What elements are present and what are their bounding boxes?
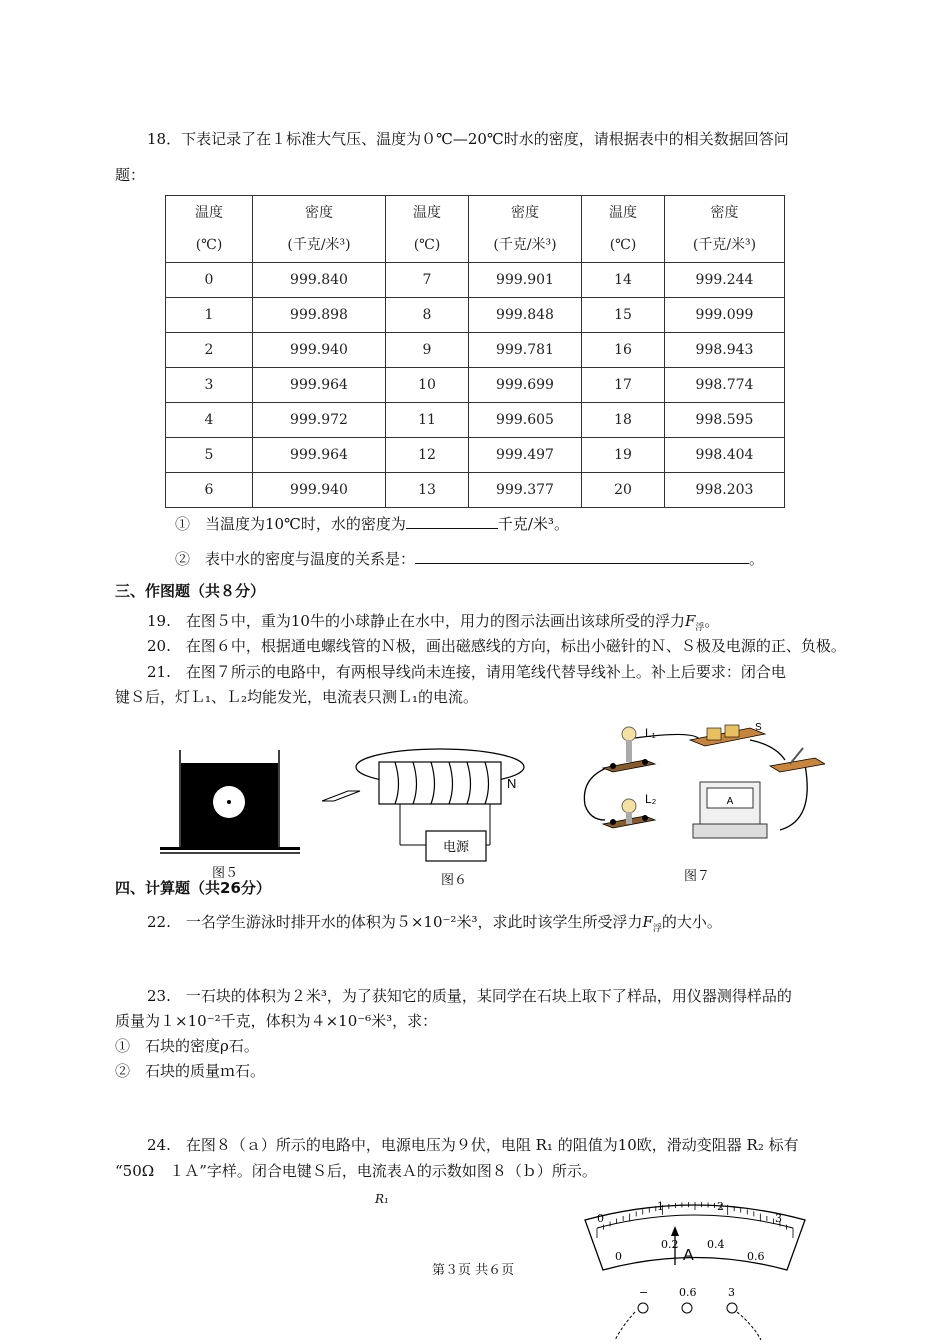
header-cell: 温度 (℃) <box>166 196 253 263</box>
table-cell: 15 <box>582 298 665 333</box>
table-cell: 1 <box>166 298 253 333</box>
answer-blank-1[interactable] <box>406 512 498 529</box>
table-cell: 999.605 <box>469 403 582 438</box>
scale-top-label: 1 <box>657 1200 664 1213</box>
header-cell: 温度 (℃) <box>386 196 469 263</box>
table-cell: 999.964 <box>253 368 386 403</box>
terminal-label: 3 <box>728 1286 735 1299</box>
table-cell: 998.203 <box>665 473 785 508</box>
table-cell: 20 <box>582 473 665 508</box>
table-row <box>166 298 785 333</box>
scale-bottom-label: 0.2 <box>661 1238 679 1251</box>
q18-text-line1: 18．下表记录了在１标准大气压、温度为０℃—20℃时水的密度，请根据表中的相关数据回答问 <box>147 130 789 148</box>
table-cell: 10 <box>386 368 469 403</box>
q19-text: 19. 在图５中，重为10牛的小球静止在水中，用力的图示法画出该球所受的浮力$F_浮$。 <box>147 612 720 633</box>
table-row <box>166 438 785 473</box>
table-cell: 4 <box>166 403 253 438</box>
table-cell: 998.404 <box>665 438 785 473</box>
table-cell: 9 <box>386 333 469 368</box>
q22-text: 22. 一名学生游泳时排开水的体积为５×10⁻²米³，求此时该学生所受浮力$F_浮$的大小。 <box>147 913 722 934</box>
table-cell: 3 <box>166 368 253 403</box>
section-3-title: 三、作图题（共８分） <box>115 582 266 600</box>
figure-6-caption: 图６ <box>441 873 468 888</box>
table-cell: 14 <box>582 263 665 298</box>
svg-text:L₂: L₂ <box>645 792 657 806</box>
table-cell: 8 <box>386 298 469 333</box>
scale-top-label: 2 <box>717 1200 724 1213</box>
q24-text-line1: 24. 在图８（ａ）所示的电路中，电源电压为９伏，电阻 R₁ 的阻值为10欧，滑动变阻器 R₂ 标有 <box>147 1136 799 1154</box>
table-cell: 999.099 <box>665 298 785 333</box>
q23-text-line1: 23. 一石块的体积为２米³，为了获知它的质量，某同学在石块上取下了样品，用仪器测得样品的 <box>147 987 792 1005</box>
q23-sub1: ① 石块的密度ρ石。 <box>115 1037 259 1055</box>
table-cell: 999.972 <box>253 403 386 438</box>
density-table <box>165 195 785 508</box>
table-cell: 999.244 <box>665 263 785 298</box>
terminal-label: − <box>639 1286 649 1299</box>
table-row <box>166 333 785 368</box>
section-4-title: 四、计算题（共26分） <box>115 879 271 897</box>
table-cell: 999.377 <box>469 473 582 508</box>
header-cell: 密度 (千克/米³) <box>253 196 386 263</box>
compass-needle <box>322 791 360 801</box>
q24-text-line2: “50Ω １Ａ”字样。闭合电键Ｓ后，电流表Ａ的示数如图８（ｂ）所示。 <box>115 1162 597 1180</box>
table-cell: 19 <box>582 438 665 473</box>
figure-5-caption: 图５ <box>212 866 239 881</box>
table-row <box>166 263 785 298</box>
table-cell: 12 <box>386 438 469 473</box>
figure-8b-ammeter-dial <box>575 1190 815 1344</box>
table-cell: 999.781 <box>469 333 582 368</box>
scale-bottom-label: 0.4 <box>707 1238 725 1251</box>
north-pole-label: N <box>507 776 517 791</box>
q18-sub2: ② 表中水的密度与温度的关系是： 。 <box>175 547 764 570</box>
table-cell: 2 <box>166 333 253 368</box>
terminal-label: 0.6 <box>679 1286 697 1299</box>
lamp-l2 <box>622 799 636 813</box>
unit-label: A <box>683 1247 694 1264</box>
figure-7-caption: 图７ <box>684 869 711 884</box>
switch <box>770 758 825 772</box>
r1-label: R₁ <box>375 1192 389 1206</box>
q18-sub1: ① 当温度为10℃时，水的密度为 千克/米³。 <box>175 512 569 535</box>
table-cell: 999.497 <box>469 438 582 473</box>
figure-5-beaker <box>160 745 300 860</box>
table-header-row <box>166 196 785 263</box>
scale-bottom-label: 0.6 <box>747 1250 765 1263</box>
q20-text: 20. 在图６中，根据通电螺线管的Ｎ极，画出磁感线的方向，标出小磁针的Ｎ、Ｓ极及电源的正、负极。 <box>147 637 846 655</box>
scale-top-label: 3 <box>775 1212 782 1225</box>
header-cell: 密度 (千克/米³) <box>469 196 582 263</box>
q21-text-line1: 21. 在图７所示的电路中，有两根导线尚未连接，请用笔线代替导线补上。补上后要求：闭合电 <box>147 663 786 681</box>
table-row <box>166 368 785 403</box>
table-cell: 13 <box>386 473 469 508</box>
table-cell: 999.964 <box>253 438 386 473</box>
header-cell: 密度 (千克/米³) <box>665 196 785 263</box>
q23-sub2: ② 石块的质量ｍ石。 <box>115 1062 266 1080</box>
table-cell: 999.940 <box>253 473 386 508</box>
table-row <box>166 403 785 438</box>
table-cell: 998.774 <box>665 368 785 403</box>
table-cell: 999.901 <box>469 263 582 298</box>
figure-6-solenoid <box>320 745 550 870</box>
table-cell: 6 <box>166 473 253 508</box>
answer-blank-2[interactable] <box>415 547 749 564</box>
svg-text:L₁: L₁ <box>645 726 656 740</box>
svg-text:S: S <box>755 722 762 733</box>
scale-top-label: 0 <box>597 1212 604 1225</box>
table-row <box>166 473 785 508</box>
table-cell: 998.595 <box>665 403 785 438</box>
figure-7-circuit <box>575 720 825 865</box>
table-cell: 16 <box>582 333 665 368</box>
lamp-l1 <box>622 727 636 741</box>
table-cell: 999.940 <box>253 333 386 368</box>
page-footer: 第３页 共６页 <box>432 1263 515 1278</box>
table-cell: 7 <box>386 263 469 298</box>
scale-bottom-label: 0 <box>615 1250 622 1263</box>
table-cell: 999.840 <box>253 263 386 298</box>
q21-text-line2: 键Ｓ后，灯Ｌ₁、Ｌ₂均能发光，电流表只测Ｌ₁的电流。 <box>115 688 479 706</box>
table-cell: 999.898 <box>253 298 386 333</box>
table-cell: 998.943 <box>665 333 785 368</box>
svg-text:A: A <box>726 796 734 807</box>
table-cell: 11 <box>386 403 469 438</box>
q18-text-line2: 题： <box>115 166 146 184</box>
table-cell: 17 <box>582 368 665 403</box>
header-cell: 温度 (℃) <box>582 196 665 263</box>
table-cell: 999.848 <box>469 298 582 333</box>
table-cell: 0 <box>166 263 253 298</box>
table-cell: 5 <box>166 438 253 473</box>
svg-text:电源: 电源 <box>442 839 470 854</box>
table-cell: 18 <box>582 403 665 438</box>
table-cell: 999.699 <box>469 368 582 403</box>
q23-text-line2: 质量为１×10⁻²千克，体积为４×10⁻⁶米³，求： <box>115 1012 438 1030</box>
